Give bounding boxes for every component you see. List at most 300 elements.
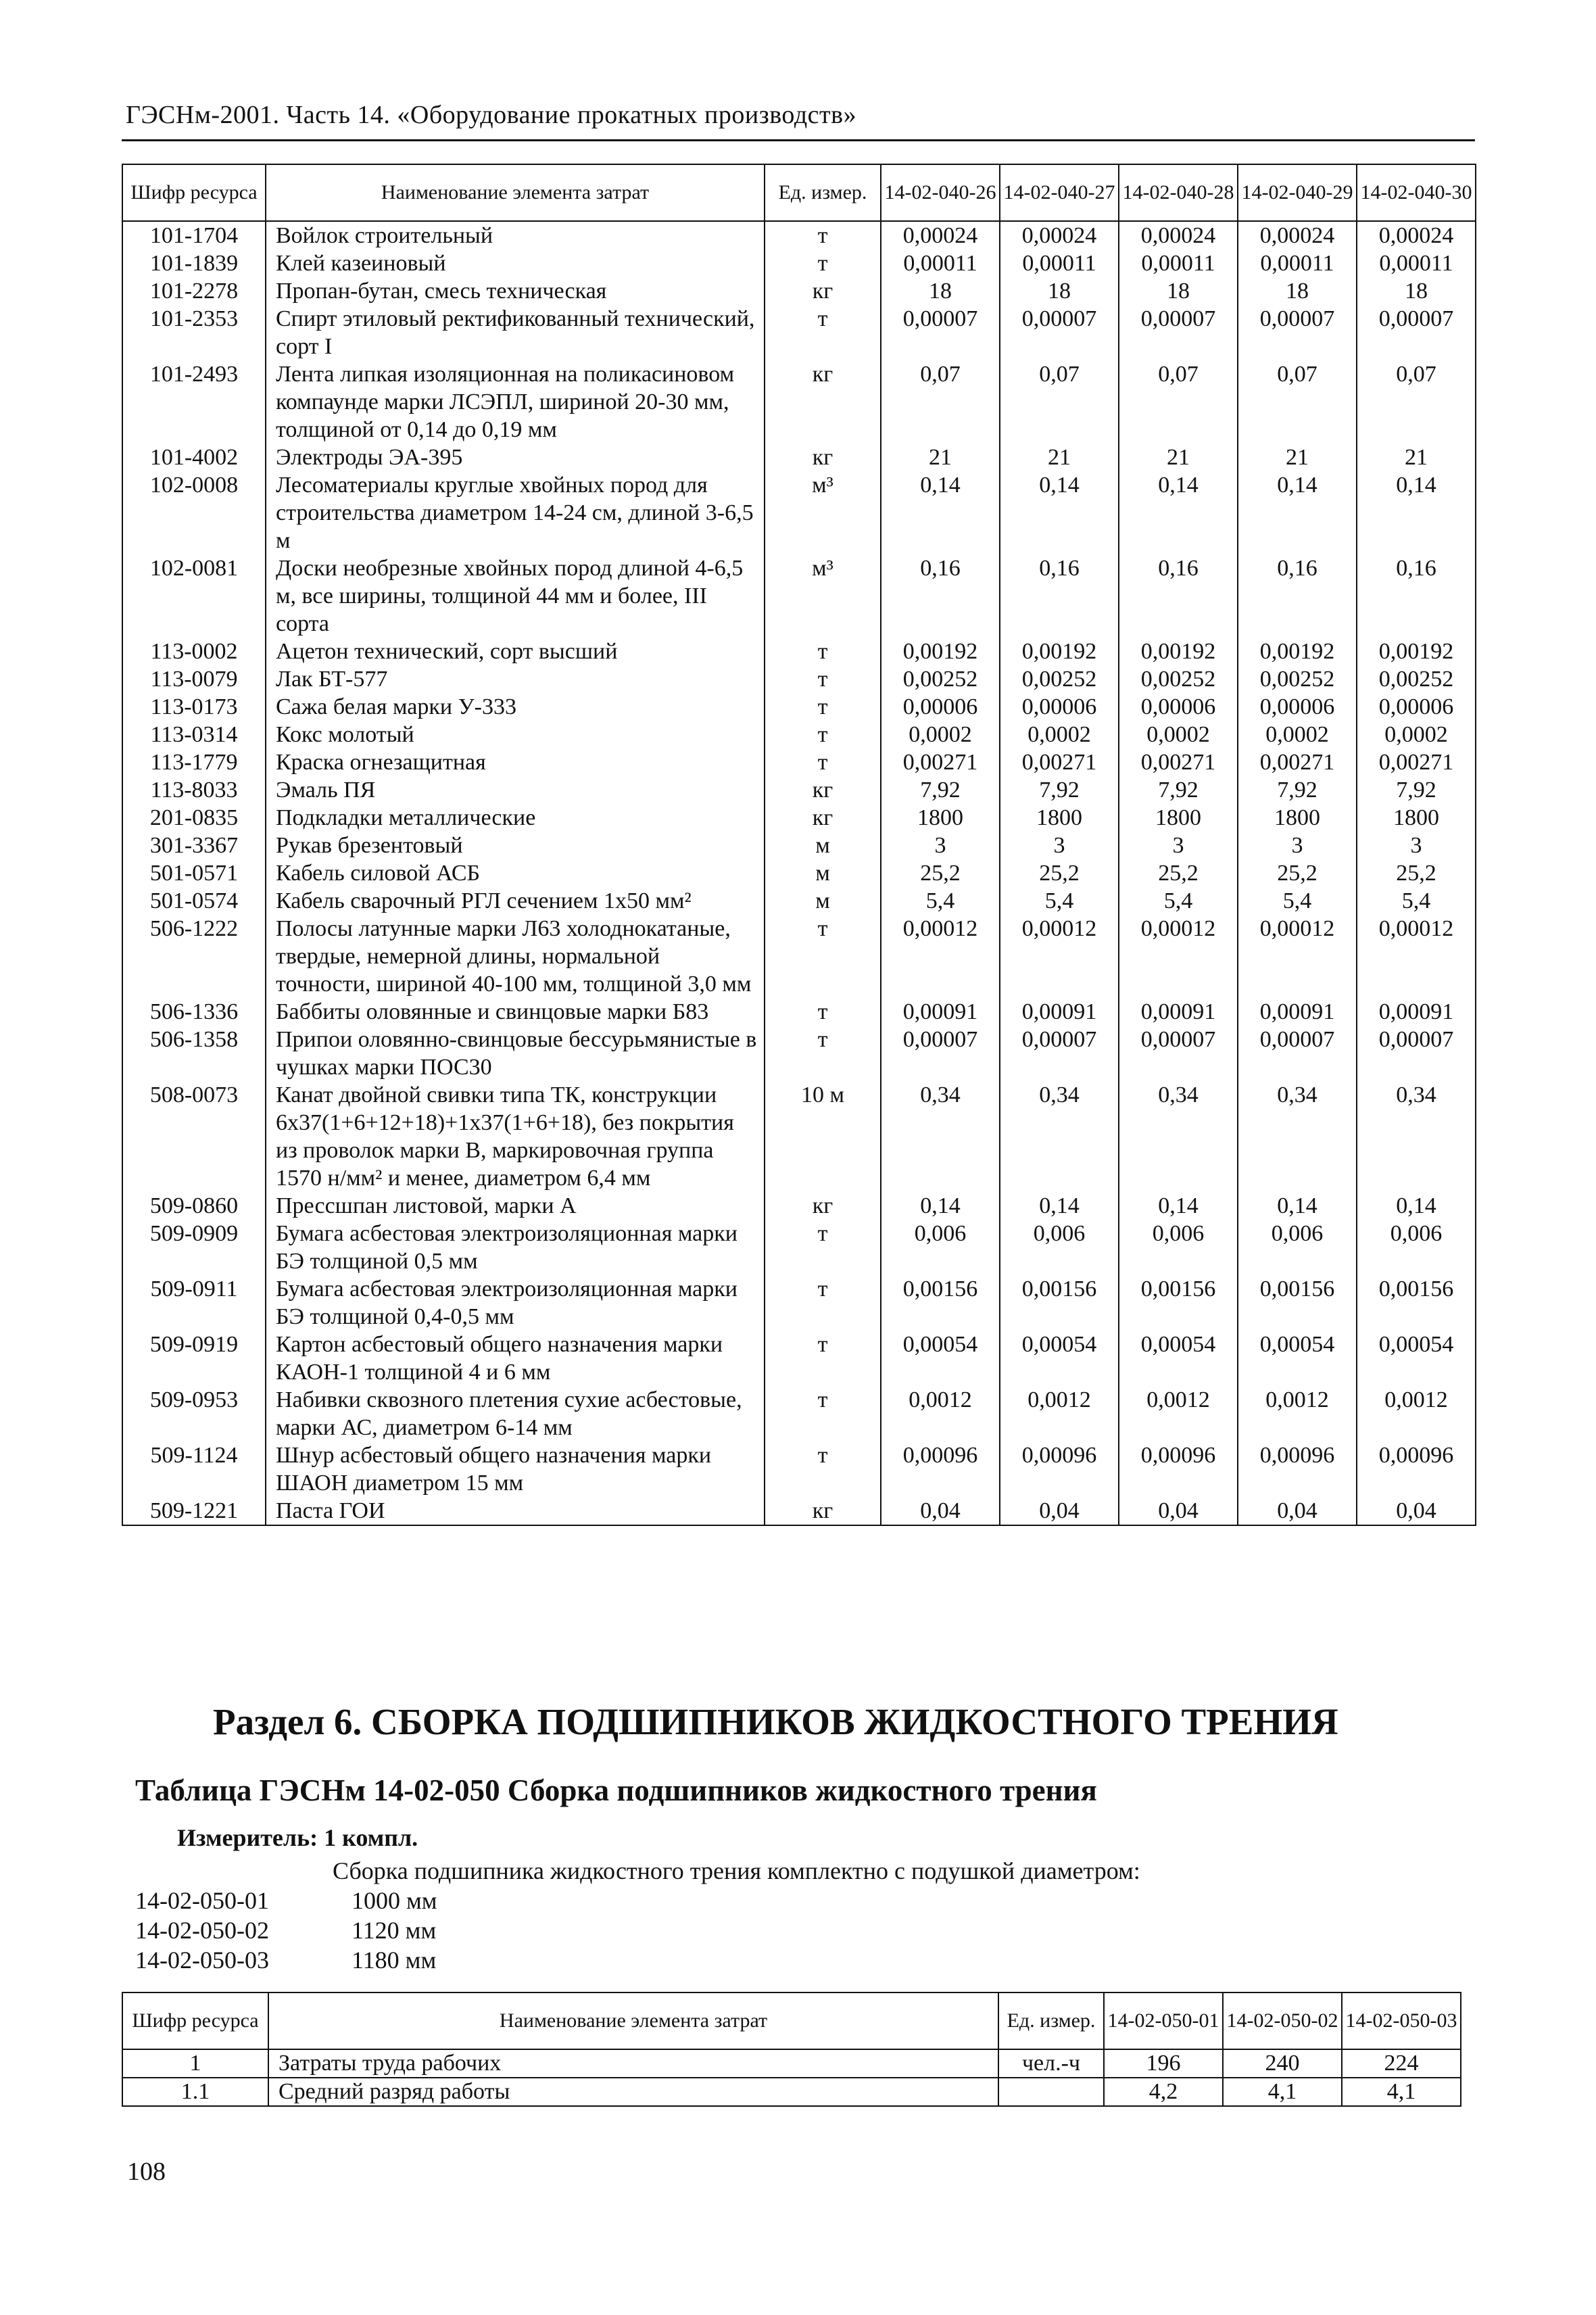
value-cell: 5,4 [1119,887,1238,915]
unit-cell: кг [765,360,881,444]
value-cell: 0,00192 [1119,638,1238,665]
value-cell: 0,00091 [1238,998,1357,1026]
table-row [122,277,1476,305]
unit-cell: т [765,1441,881,1497]
value-cell: 1800 [881,804,1000,832]
value-cell: 0,0002 [1357,721,1476,748]
value-cell: 0,00054 [1000,1331,1119,1386]
value-cell: 0,00007 [881,305,1000,360]
table-row [122,1497,1476,1525]
value-cell: 0,00252 [1119,665,1238,693]
value-cell: 0,14 [1238,471,1357,554]
value-cell: 0,04 [1238,1497,1357,1525]
value-cell: 7,92 [1000,776,1119,804]
value-cell: 0,00054 [1357,1331,1476,1386]
resource-name: Кабель силовой АСБ [266,859,765,887]
value-cell: 0,14 [1238,1192,1357,1220]
value-cell: 0,34 [1000,1081,1119,1192]
value-cell: 7,92 [1357,776,1476,804]
value-cell: 0,00007 [1357,1026,1476,1081]
value-cell: 0,00012 [881,915,1000,998]
unit-cell: т [765,998,881,1026]
table-row [122,1081,1476,1192]
value-cell: 3 [1000,832,1119,859]
value-cell: 0,07 [1357,360,1476,444]
value-cell: 0,00156 [881,1275,1000,1331]
header-col: 14-02-050-03 [1342,1992,1461,2049]
value-cell: 0,04 [1000,1497,1119,1525]
resource-code: 113-8033 [122,776,266,804]
resource-name: Электроды ЭА-395 [266,444,765,471]
value-cell: 0,00024 [1000,221,1119,249]
table-title: Таблица ГЭСНм 14-02-050 Сборка подшипников жидкостного трения [135,1773,1097,1807]
value-cell: 0,00007 [1238,305,1357,360]
value-cell: 0,00011 [1238,249,1357,277]
resource-name: Затраты труда рабочих [268,2049,998,2078]
value-cell: 0,00007 [1119,305,1238,360]
table-header-row [122,1992,1461,2049]
value-cell: 0,00192 [1357,638,1476,665]
value-cell: 0,0012 [1000,1386,1119,1441]
value-cell: 0,34 [1357,1081,1476,1192]
value-cell: 0,00007 [1238,1026,1357,1081]
resource-code: 509-0860 [122,1192,266,1220]
value-cell: 0,00024 [1238,221,1357,249]
resource-code: 506-1358 [122,1026,266,1081]
value-cell: 0,00006 [1238,693,1357,721]
resource-code: 102-0081 [122,554,266,638]
resource-code: 509-1124 [122,1441,266,1497]
value-cell: 0,0002 [1238,721,1357,748]
resource-name: Лесоматериалы круглые хвойных пород для строительства диаметром 14-24 см, длиной 3-6,5 м [266,471,765,554]
value-cell: 0,04 [1357,1497,1476,1525]
resource-name: Пропан-бутан, смесь техническая [266,277,765,305]
value-cell: 0,00054 [881,1331,1000,1386]
table-row [122,998,1476,1026]
value-cell: 0,0012 [1119,1386,1238,1441]
unit-cell: м³ [765,471,881,554]
resource-name: Припои оловянно-свинцовые бессурьмянистые в чушках марки ПОС30 [266,1026,765,1081]
resource-name: Подкладки металлические [266,804,765,832]
value-cell: 0,14 [1000,1192,1119,1220]
resource-name: Сажа белая марки У-333 [266,693,765,721]
unit-cell: т [765,665,881,693]
unit-cell: кг [765,776,881,804]
resource-code: 101-2493 [122,360,266,444]
value-cell: 4,1 [1223,2078,1342,2106]
header-code: Шифр ресурса [122,1992,268,2049]
value-cell: 0,04 [881,1497,1000,1525]
value-cell: 0,00011 [881,249,1000,277]
table-row [122,221,1476,249]
resource-name: Лак БТ-577 [266,665,765,693]
variant-line [135,1946,436,1974]
resource-name: Баббиты оловянные и свинцовые марки Б83 [266,998,765,1026]
header-col: 14-02-040-30 [1357,164,1476,221]
value-cell: 0,14 [1119,1192,1238,1220]
value-cell: 0,00006 [1357,693,1476,721]
table-row [122,776,1476,804]
header-col: 14-02-040-26 [881,164,1000,221]
value-cell: 0,14 [881,471,1000,554]
value-cell: 7,92 [881,776,1000,804]
resource-code: 201-0835 [122,804,266,832]
value-cell: 0,006 [1119,1220,1238,1275]
table-row [122,693,1476,721]
value-cell: 0,00156 [1238,1275,1357,1331]
value-cell: 196 [1104,2049,1223,2078]
resource-name: Прессшпан листовой, марки А [266,1192,765,1220]
value-cell: 224 [1342,2049,1461,2078]
value-cell: 25,2 [1357,859,1476,887]
value-cell: 0,00054 [1119,1331,1238,1386]
resources-table [122,164,1476,1526]
resource-code: 101-2353 [122,305,266,360]
value-cell: 0,07 [881,360,1000,444]
value-cell: 7,92 [1238,776,1357,804]
value-cell: 0,14 [1000,471,1119,554]
header-unit: Ед. измер. [765,164,881,221]
resource-code: 506-1336 [122,998,266,1026]
resource-name: Набивки сквозного плетения сухие асбестовые, марки АС, диаметром 6-14 мм [266,1386,765,1441]
value-cell: 1800 [1000,804,1119,832]
value-cell: 0,00271 [1238,748,1357,776]
value-cell: 0,14 [881,1192,1000,1220]
resource-code: 101-4002 [122,444,266,471]
resource-name: Эмаль ПЯ [266,776,765,804]
value-cell: 0,0002 [1119,721,1238,748]
resource-name: Рукав брезентовый [266,832,765,859]
resource-code: 509-0953 [122,1386,266,1441]
value-cell: 0,00271 [1119,748,1238,776]
header-col: 14-02-040-28 [1119,164,1238,221]
value-cell: 3 [1238,832,1357,859]
resource-name: Кабель сварочный РГЛ сечением 1х50 мм² [266,887,765,915]
value-cell: 0,00091 [881,998,1000,1026]
value-cell: 0,00091 [1119,998,1238,1026]
value-cell: 0,0012 [1238,1386,1357,1441]
value-cell: 7,92 [1119,776,1238,804]
header-rule [122,139,1475,141]
value-cell: 0,00252 [1238,665,1357,693]
unit-cell: т [765,1331,881,1386]
value-cell: 0,16 [1000,554,1119,638]
value-cell: 0,07 [1000,360,1119,444]
resource-name: Бумага асбестовая электроизоляционная марки БЭ толщиной 0,5 мм [266,1220,765,1275]
resource-name: Кокс молотый [266,721,765,748]
resource-code: 509-0919 [122,1331,266,1386]
measure-caption: Сборка подшипника жидкостного трения комплектно с подушкой диаметром: [333,1857,1140,1884]
resource-code: 113-0079 [122,665,266,693]
table-row [122,1331,1476,1386]
table-row [122,748,1476,776]
table-row [122,471,1476,554]
value-cell: 0,16 [881,554,1000,638]
table-row [122,665,1476,693]
resource-code: 509-0911 [122,1275,266,1331]
value-cell: 0,00252 [1357,665,1476,693]
unit-cell: кг [765,1192,881,1220]
value-cell: 18 [1119,277,1238,305]
value-cell: 21 [1000,444,1119,471]
page-number: 108 [127,2157,166,2186]
unit-cell: т [765,1026,881,1081]
variant-code: 14-02-050-02 [135,1917,269,1944]
unit-cell: т [765,638,881,665]
resource-name: Паста ГОИ [266,1497,765,1525]
resource-name: Картон асбестовый общего назначения марки КАОН-1 толщиной 4 и 6 мм [266,1331,765,1386]
value-cell: 0,00156 [1357,1275,1476,1331]
value-cell: 25,2 [1000,859,1119,887]
value-cell: 0,00054 [1238,1331,1357,1386]
header-col: 14-02-040-29 [1238,164,1357,221]
value-cell: 4,2 [1104,2078,1223,2106]
unit-cell: т [765,1220,881,1275]
value-cell: 0,00192 [881,638,1000,665]
table-row [122,360,1476,444]
value-cell: 1800 [1119,804,1238,832]
resource-code: 113-0002 [122,638,266,665]
table-row [122,2049,1461,2078]
value-cell: 0,00024 [881,221,1000,249]
value-cell: 0,00096 [881,1441,1000,1497]
value-cell: 0,00024 [1357,221,1476,249]
unit-cell: т [765,748,881,776]
value-cell: 3 [1357,832,1476,859]
value-cell: 0,006 [1357,1220,1476,1275]
value-cell: 0,14 [1357,471,1476,554]
value-cell: 0,00011 [1119,249,1238,277]
resource-code: 101-2278 [122,277,266,305]
value-cell: 0,00007 [1119,1026,1238,1081]
value-cell: 1800 [1357,804,1476,832]
value-cell: 0,07 [1119,360,1238,444]
unit-cell [998,2078,1104,2106]
value-cell: 5,4 [1000,887,1119,915]
resource-name: Лента липкая изоляционная на поликасиновом компаунде марки ЛСЭПЛ, шириной 20-30 мм, толщиной от 0,14 до 0,19 мм [266,360,765,444]
unit-cell: м [765,859,881,887]
value-cell: 0,34 [1119,1081,1238,1192]
resource-code: 113-0314 [122,721,266,748]
value-cell: 0,00011 [1357,249,1476,277]
unit-cell: кг [765,1497,881,1525]
value-cell: 25,2 [1119,859,1238,887]
value-cell: 4,1 [1342,2078,1461,2106]
value-cell: 0,04 [1119,1497,1238,1525]
value-cell: 0,00007 [881,1026,1000,1081]
resource-name: Полосы латунные марки Л63 холоднокатаные, твердые, немерной длины, нормальной точности, шириной 40-100 мм, толщиной 3,0 мм [266,915,765,998]
unit-cell: т [765,693,881,721]
resource-code: 301-3367 [122,832,266,859]
unit-cell: м [765,887,881,915]
value-cell: 21 [881,444,1000,471]
resource-code: 509-0909 [122,1220,266,1275]
variant-value: 1120 мм [352,1917,437,1944]
value-cell: 0,006 [1000,1220,1119,1275]
table-row [122,832,1476,859]
value-cell: 0,00091 [1357,998,1476,1026]
value-cell: 0,00156 [1119,1275,1238,1331]
table-row [122,1275,1476,1331]
resource-code: 1 [122,2049,268,2078]
resource-code: 506-1222 [122,915,266,998]
value-cell: 0,00271 [881,748,1000,776]
header-col: 14-02-050-02 [1223,1992,1342,2049]
resource-name: Доски необрезные хвойных пород длиной 4-6,5 м, все ширины, толщиной 44 мм и более, III сорта [266,554,765,638]
value-cell: 18 [1238,277,1357,305]
resource-code: 501-0574 [122,887,266,915]
value-cell: 0,00156 [1000,1275,1119,1331]
table-row [122,1220,1476,1275]
value-cell: 0,00012 [1238,915,1357,998]
value-cell: 240 [1223,2049,1342,2078]
measure-unit: Измеритель: 1 компл. [177,1824,418,1851]
resource-code: 102-0008 [122,471,266,554]
value-cell: 1800 [1238,804,1357,832]
table-row [122,305,1476,360]
resource-name: Спирт этиловый ректификованный технический, сорт I [266,305,765,360]
header-name: Наименование элемента затрат [268,1992,998,2049]
value-cell: 0,00271 [1357,748,1476,776]
value-cell: 0,16 [1357,554,1476,638]
header-unit: Ед. измер. [998,1992,1104,2049]
resource-name: Войлок строительный [266,221,765,249]
unit-cell: м [765,832,881,859]
header-col: 14-02-050-01 [1104,1992,1223,2049]
labor-table [122,1992,1461,2107]
table-row [122,1386,1476,1441]
value-cell: 0,00007 [1000,305,1119,360]
value-cell: 0,00096 [1357,1441,1476,1497]
value-cell: 0,00007 [1357,305,1476,360]
resource-code: 113-0173 [122,693,266,721]
table-row [122,249,1476,277]
value-cell: 0,00011 [1000,249,1119,277]
unit-cell: м³ [765,554,881,638]
value-cell: 0,16 [1238,554,1357,638]
value-cell: 0,07 [1238,360,1357,444]
value-cell: 0,00006 [881,693,1000,721]
value-cell: 0,0012 [1357,1386,1476,1441]
value-cell: 0,34 [1238,1081,1357,1192]
value-cell: 0,006 [881,1220,1000,1275]
value-cell: 0,00192 [1000,638,1119,665]
value-cell: 0,00091 [1000,998,1119,1026]
value-cell: 0,00252 [1000,665,1119,693]
table-row [122,915,1476,998]
table-row [122,859,1476,887]
value-cell: 0,00096 [1238,1441,1357,1497]
value-cell: 21 [1357,444,1476,471]
resource-name: Бумага асбестовая электроизоляционная марки БЭ толщиной 0,4-0,5 мм [266,1275,765,1331]
unit-cell: 10 м [765,1081,881,1192]
unit-cell: т [765,249,881,277]
value-cell: 0,006 [1238,1220,1357,1275]
resources-table-body [122,221,1476,1525]
unit-cell: кг [765,444,881,471]
value-cell: 21 [1238,444,1357,471]
value-cell: 0,0002 [881,721,1000,748]
unit-cell: т [765,1275,881,1331]
value-cell: 18 [881,277,1000,305]
table-row [122,721,1476,748]
resource-name: Ацетон технический, сорт высший [266,638,765,665]
unit-cell: т [765,305,881,360]
table-row [122,1026,1476,1081]
resource-code: 1.1 [122,2078,268,2106]
value-cell: 0,34 [881,1081,1000,1192]
value-cell: 0,0012 [881,1386,1000,1441]
variant-value: 1180 мм [352,1947,437,1974]
unit-cell: т [765,721,881,748]
value-cell: 0,00012 [1119,915,1238,998]
labor-table-body [122,2049,1461,2106]
variant-code: 14-02-050-03 [135,1947,269,1974]
unit-cell: кг [765,804,881,832]
table-row [122,1192,1476,1220]
resource-name: Шнур асбестовый общего назначения марки ШАОН диаметром 15 мм [266,1441,765,1497]
value-cell: 0,00012 [1357,915,1476,998]
value-cell: 0,0002 [1000,721,1119,748]
value-cell: 0,16 [1119,554,1238,638]
value-cell: 0,14 [1119,471,1238,554]
value-cell: 0,00192 [1238,638,1357,665]
value-cell: 5,4 [1357,887,1476,915]
value-cell: 3 [1119,832,1238,859]
variant-code: 14-02-050-01 [135,1887,269,1914]
value-cell: 0,00271 [1000,748,1119,776]
page-header: ГЭСНм-2001. Часть 14. «Оборудование прокатных производств» [126,101,857,129]
value-cell: 0,00007 [1000,1026,1119,1081]
resource-code: 101-1704 [122,221,266,249]
unit-cell: т [765,915,881,998]
value-cell: 25,2 [1238,859,1357,887]
table-row [122,804,1476,832]
table-row [122,887,1476,915]
value-cell: 18 [1000,277,1119,305]
variant-line [135,1886,437,1915]
unit-cell: чел.-ч [998,2049,1104,2078]
resource-code: 509-1221 [122,1497,266,1525]
value-cell: 21 [1119,444,1238,471]
resource-name: Клей казеиновый [266,249,765,277]
value-cell: 18 [1357,277,1476,305]
resource-code: 113-1779 [122,748,266,776]
table-row [122,444,1476,471]
unit-cell: т [765,1386,881,1441]
unit-cell: т [765,221,881,249]
value-cell: 0,00096 [1000,1441,1119,1497]
value-cell: 0,00006 [1000,693,1119,721]
variant-line [135,1916,436,1944]
table-row [122,1441,1476,1497]
variant-value: 1000 мм [352,1887,437,1914]
header-name: Наименование элемента затрат [266,164,765,221]
value-cell: 0,00096 [1119,1441,1238,1497]
header-code: Шифр ресурса [122,164,266,221]
resource-name: Краска огнезащитная [266,748,765,776]
value-cell: 0,00006 [1119,693,1238,721]
resource-code: 101-1839 [122,249,266,277]
table-row [122,2078,1461,2106]
resource-code: 501-0571 [122,859,266,887]
value-cell: 25,2 [881,859,1000,887]
section-title: Раздел 6. СБОРКА ПОДШИПНИКОВ ЖИДКОСТНОГО ТРЕНИЯ [213,1701,1338,1742]
header-col: 14-02-040-27 [1000,164,1119,221]
value-cell: 0,14 [1357,1192,1476,1220]
table-row [122,554,1476,638]
value-cell: 0,00024 [1119,221,1238,249]
